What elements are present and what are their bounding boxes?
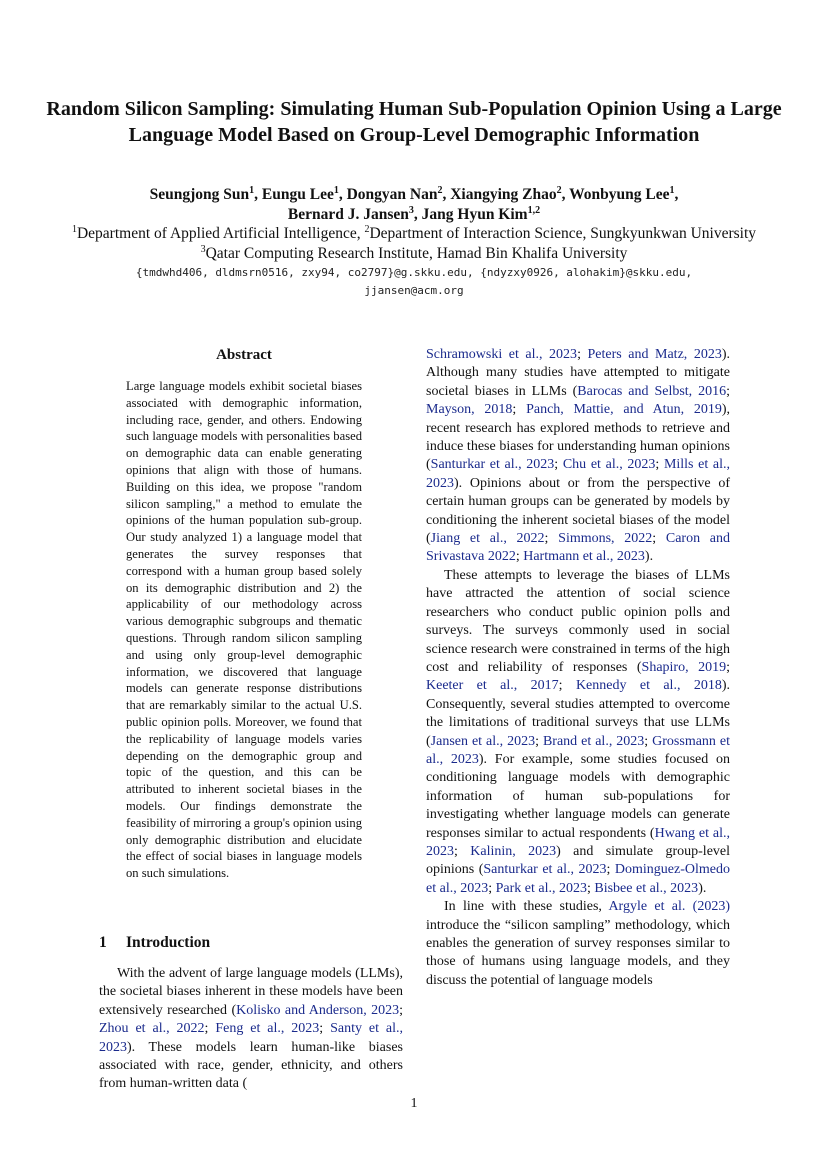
author-name: Eungu Lee bbox=[261, 186, 334, 203]
citation-link[interactable]: Hartmann et al., 2023 bbox=[523, 549, 645, 565]
citation-link[interactable]: Simmons, 2022 bbox=[558, 531, 653, 547]
author-name: Dongyan Nan bbox=[346, 186, 438, 203]
citation-link[interactable]: Mills et al., 2023 bbox=[426, 457, 731, 491]
section-title: Introduction bbox=[126, 934, 211, 951]
author-affil-mark: 1 bbox=[249, 184, 255, 196]
citation-link[interactable]: Panch, Mattie, and Atun, 2019 bbox=[526, 402, 722, 418]
author-name: Seungjong Sun bbox=[149, 186, 250, 203]
citation-link[interactable]: Park et al., 2023 bbox=[495, 880, 587, 896]
citation-link[interactable]: Kolisko and Anderson, 2023 bbox=[236, 1002, 400, 1018]
citation-link[interactable]: Grossmann et al., 2023 bbox=[426, 733, 730, 767]
author-affil-mark: 2 bbox=[556, 184, 562, 196]
citation-link[interactable]: Keeter et al., 2017 bbox=[426, 678, 559, 694]
affiliations bbox=[10, 224, 818, 264]
author-affil-mark: 1 bbox=[333, 184, 339, 196]
citation-link[interactable]: Bisbee et al., 2023 bbox=[594, 880, 699, 896]
citation-link[interactable]: Kalinin, 2023 bbox=[470, 843, 557, 859]
email-line: jjansen@acm.org bbox=[364, 284, 464, 297]
citation-link[interactable]: Argyle et al. (2023) bbox=[608, 899, 730, 915]
citation-link[interactable]: Santurkar et al., 2023 bbox=[483, 862, 607, 878]
author-affil-mark: 1,2 bbox=[527, 204, 541, 216]
author-list: Seungjong Sun$^1$, Eungu Lee$^1$, Dongyan Nan$^2$, Xiangying Zhao$^2$, Wonbyung Lee$^1$, Bernard J. Jansen$^3$, Jang Hyun Kim$^{1,2}$ bbox=[149, 184, 679, 223]
paper-title: Random Silicon Sampling: Simulating Human Sub-Population Opinion Using a Large Language Model Based on Group-Level Demographic Information bbox=[46, 98, 782, 146]
citation-link[interactable]: Dominguez-Olmedo et al., 2023 bbox=[426, 862, 731, 896]
citation-link[interactable]: Shapiro, 2019 bbox=[641, 659, 727, 675]
citation-link[interactable]: Jiang et al., 2022 bbox=[430, 531, 545, 547]
author-name: Xiangying Zhao bbox=[450, 186, 557, 203]
section-heading-introduction bbox=[99, 934, 210, 952]
affil-text: Department of Interaction Science, Sungkyunkwan University bbox=[369, 225, 757, 242]
author-name: Jang Hyun Kim bbox=[421, 206, 528, 223]
intro-paragraph-2: These attempts to leverage the biases of LLMs have attracted the attention of social science researchers who conduct public opinion polls and surveys. The surveys commonly used in social science research were constrained in terms of the high cost and reliability of responses (Shapiro, 2019; Keeter et al., 2017; Kennedy et al., 2018). Consequently, several studies attempted to overcome the limitations of traditional surveys that use LLMs (Jansen et al., 2023; Brand et al., 2023; Grossmann et al., 2023). For example, some studies focused on conditioning language models with demographic information of human sub-populations for investigating whether language models can generate responses similar to actual respondents (Hwang et al., 2023; Kalinin, 2023) and simulate group-level opinions (Santurkar et al., 2023; Dominguez-Olmedo et al., 2023; Park et al., 2023; Bisbee et al., 2023). bbox=[426, 567, 731, 896]
right-column-text bbox=[426, 346, 730, 990]
intro-paragraph-1-start: With the advent of large language models (LLMs), the societal biases inherent in these models have been extensively researched (Kolisko and Anderson, 2023; Zhou et al., 2022; Feng et al., 2023; Santy et al., 2023). These models learn human-like biases associated with race, gender, ethnicity, and others from human-written data ( bbox=[99, 966, 404, 1092]
section-number: 1 bbox=[99, 934, 107, 951]
citation-link[interactable]: Brand et al., 2023 bbox=[542, 733, 645, 749]
citation-link[interactable]: Zhou et al., 2022 bbox=[99, 1021, 205, 1037]
affil-mark: 3 bbox=[200, 243, 206, 255]
author-affil-mark: 2 bbox=[437, 184, 443, 196]
citation-link[interactable]: Caron and Srivastava 2022 bbox=[426, 531, 731, 565]
author-name: Wonbyung Lee bbox=[569, 186, 670, 203]
abstract-heading: Abstract bbox=[216, 347, 272, 363]
author-name: Bernard J. Jansen bbox=[287, 206, 409, 223]
citation-link[interactable]: Peters and Matz, 2023 bbox=[587, 347, 722, 362]
abstract-body: Large language models exhibit societal biases associated with demographic information, including race, gender, and others. Endowing such language models with personalities based on demographic data can enable generating opinions that align with those of humans. Building on this idea, we propose "random silicon sampling," a method to emulate the opinions of the human population sub-group. Our study analyzed 1) a language model that generates the survey responses that correspond with a human group based solely on its demographic distribution and 2) the applicability of our methodology across various demographic subgroups and thematic questions. Through random silicon sampling and using only group-level demographic information, we discovered that language models can generate response distributions that are remarkably similar to the actual U.S. public opinion polls. Moreover, we found that the replicability of language models varies depending on the demographic group and topic of the question, and this can be attributed to inherent societal biases in the models. Our findings demonstrate the feasibility of mirroring a group's opinion using only demographic distribution and elucidate the effect of social biases in language models on such simulations. bbox=[126, 379, 362, 881]
affil-text: Qatar Computing Research Institute, Hamad Bin Khalifa University bbox=[205, 245, 628, 262]
citation-link[interactable]: Kennedy et al., 2018 bbox=[575, 678, 722, 694]
citation-link[interactable]: Chu et al., 2023 bbox=[562, 457, 656, 473]
affil-mark: 2 bbox=[364, 223, 370, 235]
citation-link[interactable]: Hwang et al., 2023 bbox=[426, 825, 730, 859]
author-emails bbox=[10, 264, 818, 300]
affil-mark: 1 bbox=[71, 223, 77, 235]
citation-link[interactable]: Mayson, 2018 bbox=[426, 402, 513, 418]
citation-link[interactable]: Jansen et al., 2023 bbox=[430, 733, 536, 749]
citation-link[interactable]: Santy et al., 2023 bbox=[99, 1021, 403, 1055]
email-line: {tmdwhd406, dldmsrn0516, zxy94, co2797}@g.skku.edu, {ndyzxy0926, alohakim}@skku.edu, bbox=[135, 266, 693, 279]
author-affil-mark: 1 bbox=[669, 184, 675, 196]
author-affil-mark: 3 bbox=[408, 204, 414, 216]
intro-paragraph-1-cont: Schramowski et al., 2023; Peters and Matz, 2023). Although many studies have attempted to mitigate societal biases in LLMs (Barocas and Selbst, 2016; Mayson, 2018; Panch, Mattie, and Atun, 2019), recent research has explored methods to retrieve and induce these biases for understanding human opinions (Santurkar et al., 2023; Chu et al., 2023; Mills et al., 2023). Opinions about or from the perspective of certain human groups can be generated by models by conditioning the inherent societal biases of the model (Jiang et al., 2022; Simmons, 2022; Caron and Srivastava 2022; Hartmann et al., 2023). bbox=[426, 347, 731, 565]
page-number: 1 bbox=[410, 1096, 418, 1111]
citation-link[interactable]: Santurkar et al., 2023 bbox=[430, 457, 555, 473]
intro-paragraph-3: In line with these studies, Argyle et al. (2023) introduce the “silicon sampling” methodology, which enables the generation of survey responses similar to those of humans using language models, and they discuss the potential of language models bbox=[426, 899, 730, 988]
citation-link[interactable]: Feng et al., 2023 bbox=[215, 1021, 320, 1037]
citation-link[interactable]: Barocas and Selbst, 2016 bbox=[577, 383, 727, 399]
citation-link[interactable]: Schramowski et al., 2023 bbox=[426, 347, 578, 362]
affil-text: Department of Applied Artificial Intelligence, bbox=[76, 225, 365, 242]
